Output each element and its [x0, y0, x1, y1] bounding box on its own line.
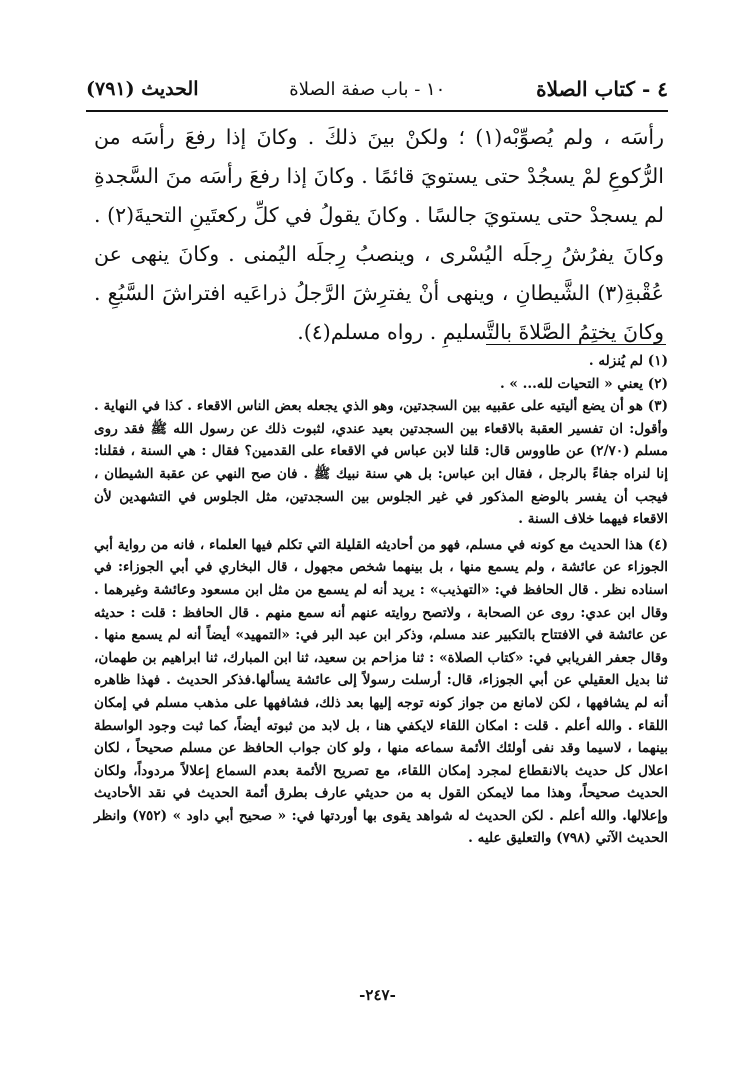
- header-rule: [86, 110, 668, 112]
- hadith-paragraph: رأسَه ، ولم يُصوِّبْه(١) ؛ ولكنْ بينَ ذلكَ . وكانَ إذا رفعَ رأسَه من الرُّكوعِ لمْ يسجُدْ حتى يستويَ قائمًا . وكانَ إذا رفعَ رأسَه منَ السَّجدةِ لم يسجدْ حتى يستويَ جالسًا . وكانَ يقولُ في كلِّ ركعتَينِ التحيةَ(٢) . وكانَ يفرُشُ رِجلَه اليُسْرى ، وينصبُ رِجلَه اليُمنى . وكانَ ينهى عن عُقْبةِ(٣) الشَّيطانِ ، وينهى أنْ يفترِشَ الرَّجلُ ذراعَيه افتراشَ السَّبُعِ . وكانَ يختِمُ الصَّلاةَ بالتَّسليمِ . رواه مسلم(٤).: [94, 125, 664, 344]
- footnote-divider: [486, 344, 666, 345]
- footnote-4: (٤) هذا الحديث مع كونه في مسلم، فهو من أحاديثه القليلة التي تكلم فيها العلماء ، فانه من رواية أبي الجوزاء عن عائشة ، ولم يسمع منها ، بل بينهما شخص مجهول ، قال البخاري في أبي الجوزاء: في اسناده نظر . قال الحافظ في: «التهذيب» : يريد أنه لم يسمع من مثل ابن مسعود وعائشة وغيرهما . وقال ابن عدي: روى عن الصحابة ، ولاتصح روايته عنهم أنه سمع منهم . قال الحافظ : قلت : حديثه عن عائشة في الافتتاح بالتكبير عند مسلم، وذكر ابن عبد البر في: «التمهيد» أيضاً أنه لم يسمع منها . وقال جعفر الفريابي في: «كتاب الصلاة» : ثنا مزاحم بن سعيد، ثنا ابن المبارك، ثنا ابراهيم بن طهمان، ثنا بديل العقيلي عن أبي الجوزاء، قال: أرسلت رسولاً إلى عائشة يسألها.فذكر الحديث . فهذا ظاهره أنه لم يشافهها ، لكن لامانع من جواز كونه توجه إليها بعد ذلك، فشافهها على مذهب مسلم في إمكان اللقاء . والله أعلم . قلت : امكان اللقاء لايكفي هنا ، بل لابد من ثبوته أيضاً، كما ثبت وجود الواسطة بينهما ، لاسيما وقد نفى أولئك الأئمة سماعه منها ، ولو كان جواب الحافظ عن مسلم صحيحاً ، لكان اعلال كل حديث بالانقطاع لمجرد إمكان اللقاء، مع تصريح الأئمة بعدم السماع إعلالاً مردوداً، ولكان الحديث صحيحاً، وهذا مما لايمكن القول به من حديثي عارف بطرق أئمة الحديث في نقد الأحاديث وإعلالها. والله أعلم . لكن الحديث له شواهد يقوى بها أوردتها في: « صحيح أبي داود » (٧٥٢) وانظر الحديث الآتي (٧٩٨) والتعليق عليه .: [94, 536, 668, 847]
- chapter-title: ٤ - كتاب الصلاة: [536, 77, 668, 101]
- footnote-1: (١) لم يُنزله .: [588, 353, 668, 369]
- footnotes: [94, 350, 668, 850]
- hadith-number: الحديث (٧٩١): [86, 78, 199, 100]
- footnote-2: (٢) يعني « التحيات لله... » .: [499, 375, 668, 392]
- hadith-text: [94, 118, 664, 352]
- running-header: [86, 72, 668, 106]
- footnote-3: (٣) هو أن يضع أليتيه على عقبيه بين السجدتين، وهو الذي يجعله بعض الناس الاقعاء . كذا في النهاية . وأقول: ان تفسير العقبة بالاقعاء بين السجدتين بعيد عندي، لثبوت ذلك عن رسول الله ﷺ فقد روى مسلم (٢/٧٠) عن طاووس قال: قلنا لابن عباس في الاقعاء على القدمين؟ فقال : هي السنة ، فقلنا: إنا لنراه جفاءً بالرجل ، فقال ابن عباس: بل هي سنة نبيك ﷺ . فان صح النهي عن عقبة الشيطان ، فيجب أن يفسر بالوضع المذكور في غير الجلوس بين السجدتين، مثل الجلوس في التشهدين لأن الاقعاء فيهما خلاف السنة .: [94, 398, 668, 528]
- page-number: -٢٤٧-: [359, 986, 396, 1004]
- section-title: ١٠ - باب صفة الصلاة: [289, 78, 446, 100]
